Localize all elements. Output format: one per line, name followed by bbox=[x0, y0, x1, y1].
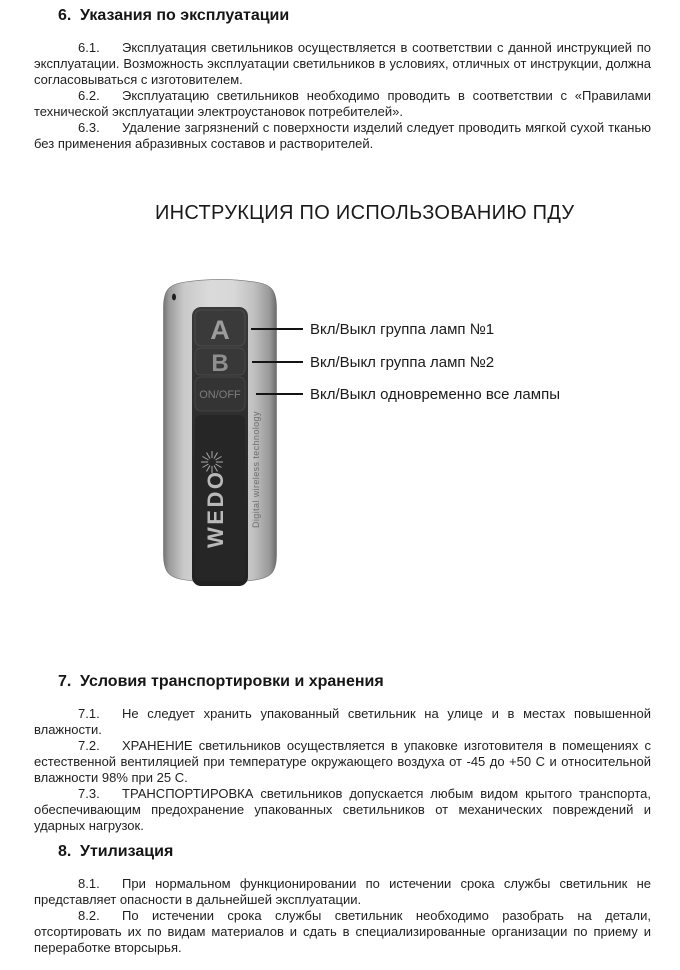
button-onoff-label: ON/OFF bbox=[199, 389, 241, 401]
paragraph-text: Эксплуатацию светильников необходимо проводить в соответствии с «Правилами технической эксплуатации электроустановок потребителей». bbox=[34, 88, 651, 119]
paragraph bbox=[34, 40, 651, 88]
callout-line-1 bbox=[251, 328, 303, 330]
paragraph-text: Эксплуатация светильников осуществляется в соответствии с данной инструкцией по эксплуатации. Возможность эксплуатации светильников в условиях, отличных от инструкции, должна согласовываться с изготовителем. bbox=[34, 40, 651, 87]
button-a-label: A bbox=[210, 315, 230, 345]
paragraph-text: При нормальном функционировании по истечении срока службы светильник не представляет опасности в дальнейшей эксплуатации. bbox=[34, 876, 651, 907]
remote-control-photo bbox=[155, 276, 285, 590]
callout-line-3 bbox=[256, 393, 303, 395]
paragraph-number: 8.1. bbox=[78, 876, 100, 891]
section-heading bbox=[34, 842, 651, 862]
paragraph bbox=[34, 738, 651, 786]
button-b-label: B bbox=[211, 350, 229, 377]
callout-label-all-lamps: Вкл/Выкл одновременно все лампы bbox=[310, 386, 560, 403]
section-title: Условия транспортировки и хранения bbox=[80, 673, 384, 690]
paragraph-text: Удаление загрязнений с поверхности изделий следует проводить мягкой сухой тканью без применения абразивных составов и растворителей. bbox=[34, 120, 651, 151]
figure-title: ИНСТРУКЦИЯ ПО ИСПОЛЬЗОВАНИЮ ПДУ bbox=[155, 202, 575, 224]
paragraph bbox=[34, 786, 651, 834]
paragraph-number: 6.3. bbox=[78, 120, 100, 135]
paragraph-text: По истечении срока службы светильник необходимо разобрать на детали, отсортировать их по видам материалов и сдать в специализированные организации по приему и переработке вторсырья. bbox=[34, 908, 651, 955]
paragraph-text: ХРАНЕНИЕ светильников осуществляется в упаковке изготовителя в помещениях с естественной вентиляцией при температуре окружающего воздуха от -45 до +50 С и относительной влажности 98% при 25 С. bbox=[34, 738, 651, 785]
section-disposal bbox=[34, 842, 651, 956]
paragraph bbox=[34, 706, 651, 738]
paragraph-text: ТРАНСПОРТИРОВКА светильников допускается любым видом крытого транспорта, обеспечивающим предохранение упакованных светильников от механических повреждений и ударных нагрузок. bbox=[34, 786, 651, 833]
section-number: 6. bbox=[58, 7, 72, 24]
paragraph bbox=[34, 88, 651, 120]
paragraph-number: 6.2. bbox=[78, 88, 100, 103]
paragraph-number: 6.1. bbox=[78, 40, 100, 55]
section-operation bbox=[34, 6, 651, 152]
callout-label-group1: Вкл/Выкл группа ламп №1 bbox=[310, 321, 495, 338]
paragraph-number: 8.2. bbox=[78, 908, 100, 923]
paragraph-text: Не следует хранить упакованный светильник на улице и в местах повышенной влажности. bbox=[34, 706, 651, 737]
side-slogan-text: Digital wireless technology bbox=[251, 411, 261, 528]
section-title: Утилизация bbox=[80, 843, 174, 860]
section-number: 7. bbox=[58, 673, 72, 690]
section-heading bbox=[34, 6, 651, 26]
paragraph-number: 7.1. bbox=[78, 706, 100, 721]
paragraph-number: 7.3. bbox=[78, 786, 100, 801]
paragraph-number: 7.2. bbox=[78, 738, 100, 753]
section-heading bbox=[34, 672, 651, 692]
brand-logo-text: WEDO bbox=[203, 469, 228, 548]
callout-line-2 bbox=[252, 361, 303, 363]
paragraph bbox=[34, 908, 651, 956]
remote-control-illustration bbox=[155, 276, 285, 590]
section-title: Указания по эксплуатации bbox=[80, 7, 290, 24]
callout-label-group2: Вкл/Выкл группа ламп №2 bbox=[310, 354, 495, 371]
paragraph bbox=[34, 120, 651, 152]
section-transport-storage bbox=[34, 672, 651, 834]
led-indicator bbox=[172, 294, 176, 301]
paragraph bbox=[34, 876, 651, 908]
section-number: 8. bbox=[58, 843, 72, 860]
